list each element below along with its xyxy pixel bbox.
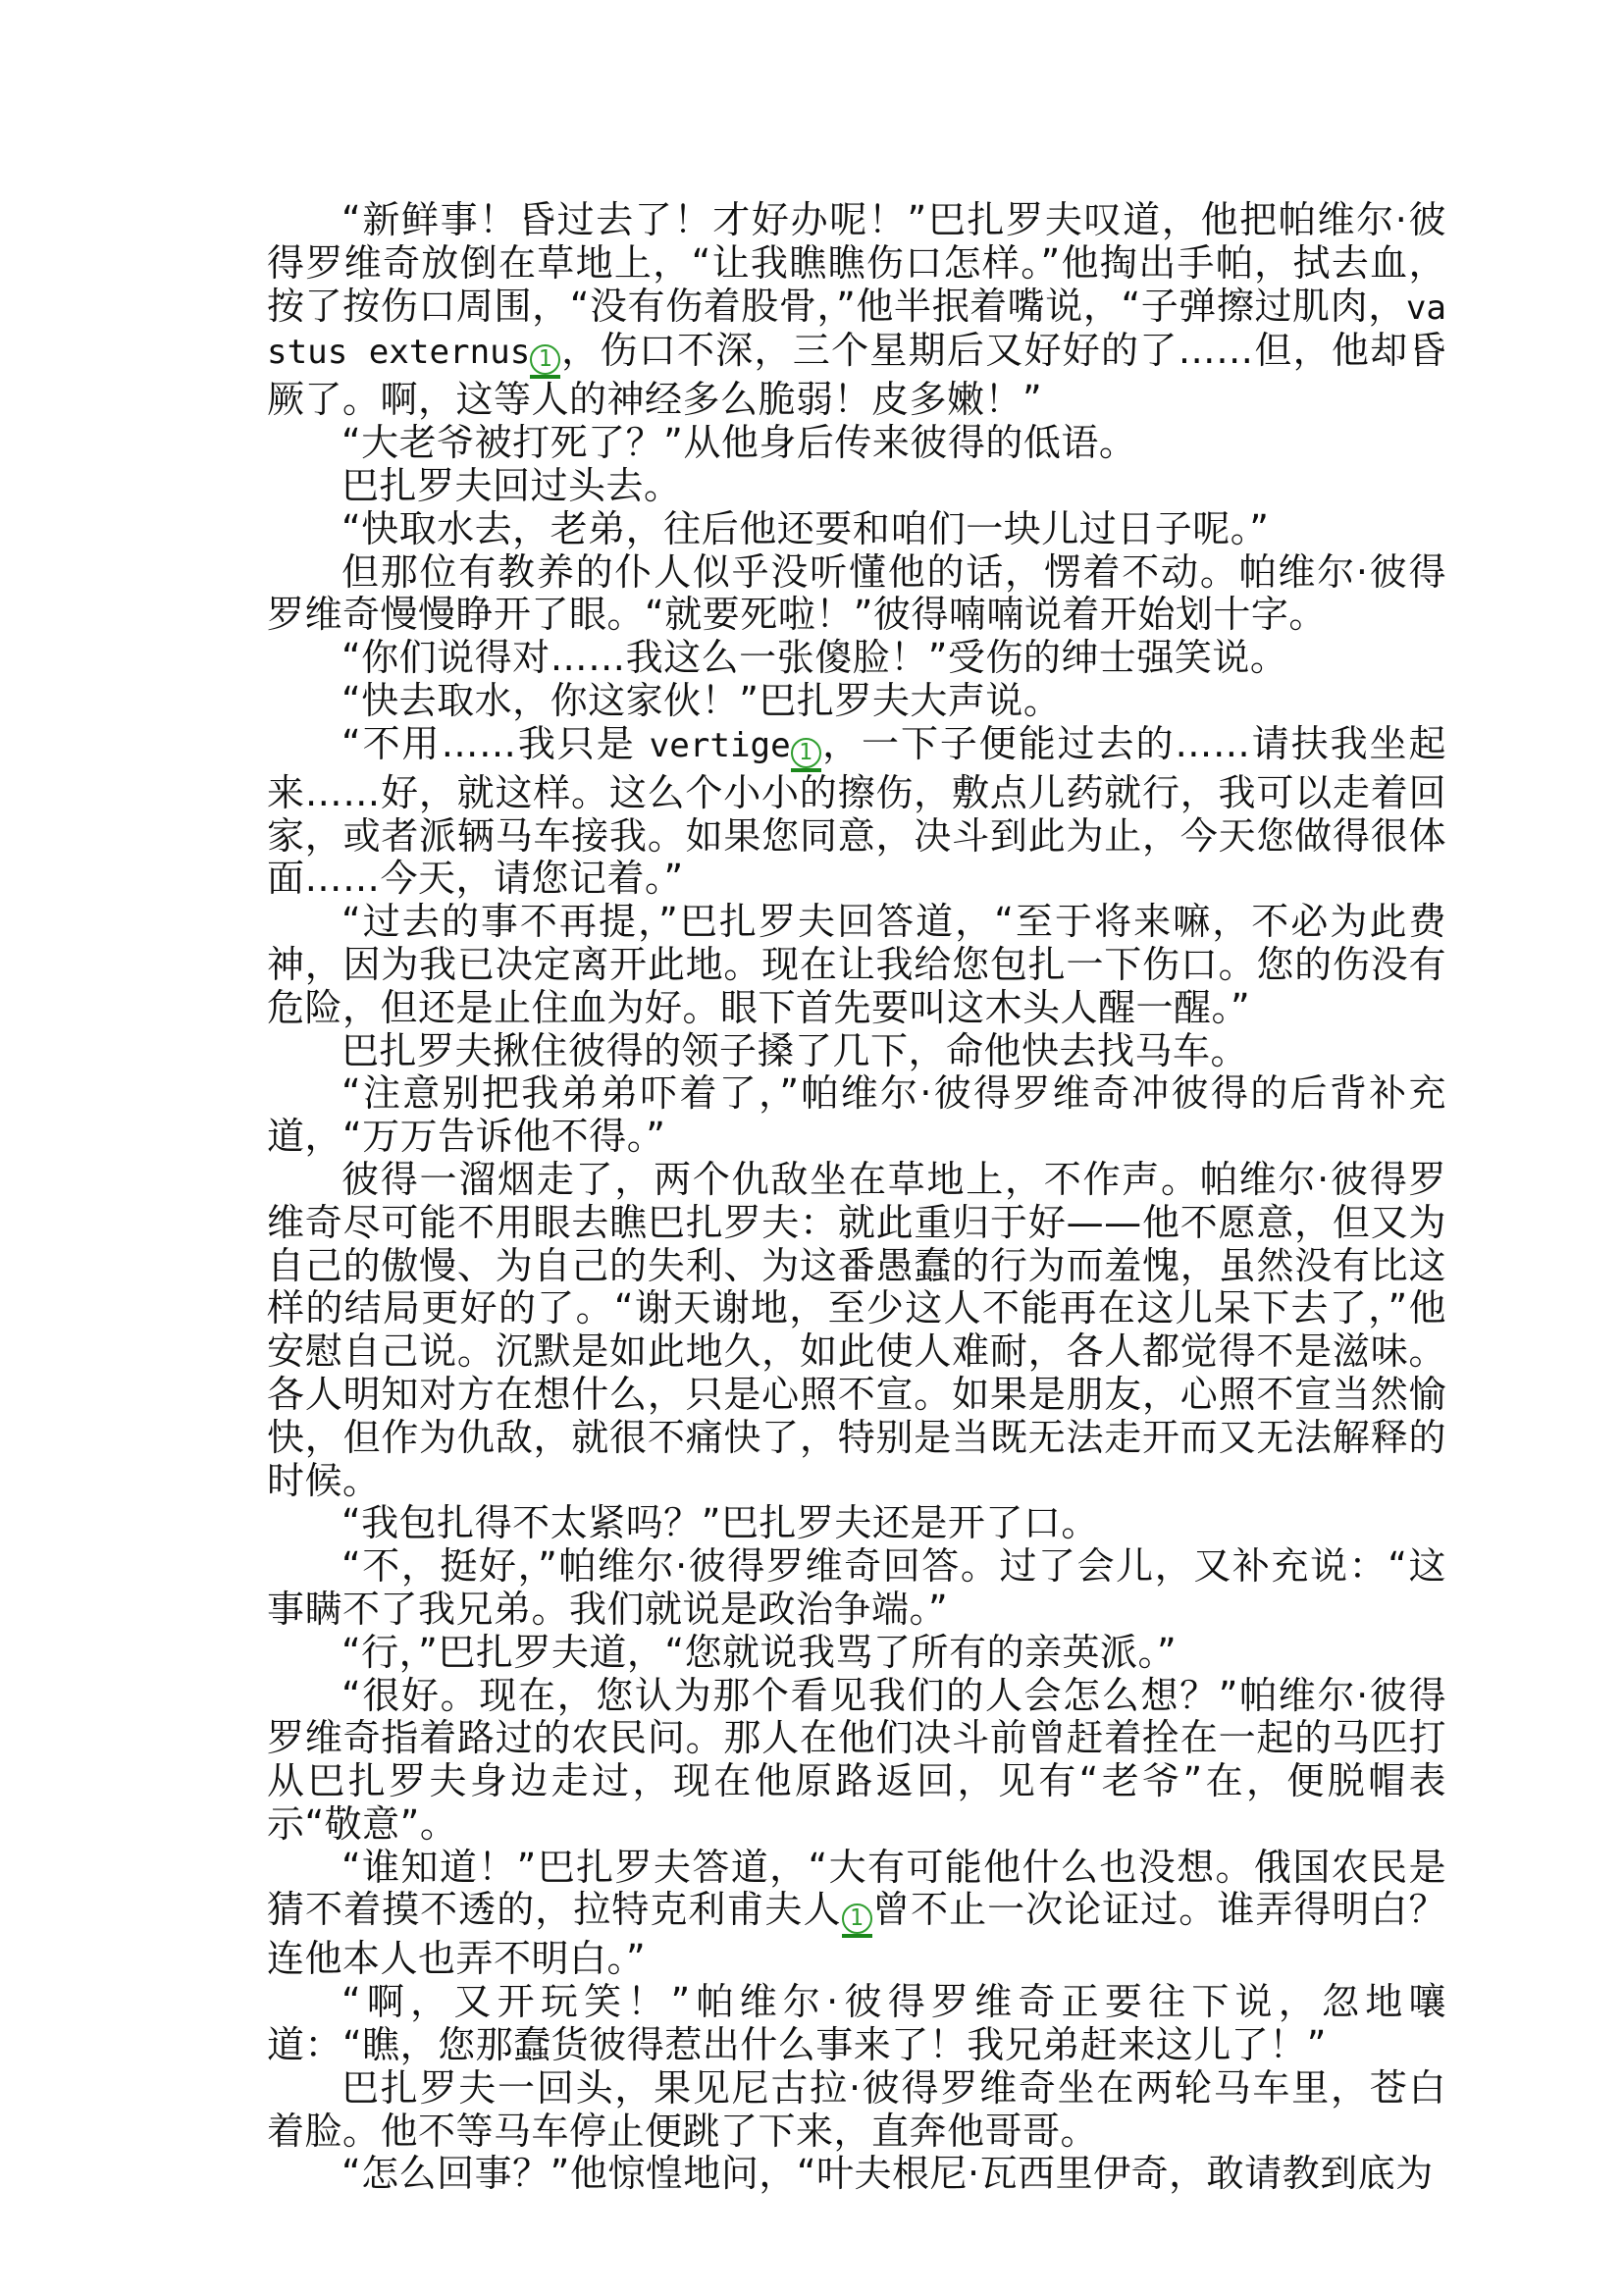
footnote-marker[interactable] [842, 1903, 872, 1938]
body-text: ，一下子便能过去的……请扶我坐起来……好，就这样。这么个小小的擦伤，敷点儿药就行，我可以走着回家，或者派辆马车接我。如果您同意，决斗到此为止，今天您做得很体面……今天，请您记着。” [267, 721, 1446, 901]
footnote-circled-digit: 1 [791, 738, 821, 768]
paragraph [267, 422, 1446, 465]
body-text: 曾不止一次论证过。谁弄得明白？连他本人也弄不明白。” [267, 1888, 1446, 1981]
body-text: 但那位有教养的仆人似乎没听懂他的话，愣着不动。帕维尔·彼得罗维奇慢慢睁开了眼。“就要死啦！”彼得喃喃说着开始划十字。 [267, 549, 1446, 637]
paragraph [267, 680, 1446, 723]
paragraph [267, 1675, 1446, 1847]
paragraph [267, 1030, 1446, 1073]
text-block [267, 199, 1446, 2196]
paragraph [267, 1632, 1446, 1675]
body-text: “你们说得对……我这么一张傻脸！”受伤的绅士强笑说。 [341, 636, 1288, 680]
body-text: “谁知道！”巴扎罗夫答道，“大有可能他什么也没想。俄国农民是猜不着摸不透的，拉特克利甫夫人 [267, 1845, 1446, 1932]
body-text: “注意别把我弟弟吓着了，”帕维尔·彼得罗维奇冲彼得的后背补充道，“万万告诉他不得。” [267, 1071, 1446, 1159]
latin-term: vertige [649, 725, 791, 765]
paragraph [267, 551, 1446, 638]
body-text: “过去的事不再提，”巴扎罗夫回答道，“至于将来嘛，不必为此费神，因为我已决定离开此地。现在让我给您包扎一下伤口。您的伤没有危险，但还是止住血为好。眼下首先要叫这木头人醒一醒。” [267, 900, 1446, 1029]
body-text: “啊，又开玩笑！”帕维尔·彼得罗维奇正要往下说，忽地嚷道：“瞧，您那蠢货彼得惹出什么事来了！我兄弟赶来这儿了！” [267, 1980, 1446, 2067]
paragraph [267, 2067, 1446, 2154]
paragraph [267, 1545, 1446, 1632]
body-text: “大老爷被打死了？”从他身后传来彼得的低语。 [341, 421, 1137, 465]
footnote-circled-digit: 1 [842, 1903, 872, 1934]
body-text: “快取水去，老弟，往后他还要和咱们一块儿过日子呢。” [341, 506, 1270, 550]
paragraph [267, 1502, 1446, 1545]
body-text: “怎么回事？”他惊惶地问，“叶夫根尼·瓦西里伊奇，敢请教到底为 [341, 2152, 1434, 2196]
paragraph [267, 2153, 1446, 2196]
latin-term: vastus externus [267, 287, 1446, 373]
body-text: “我包扎得不太紧吗？”巴扎罗夫还是开了口。 [341, 1501, 1099, 1545]
body-text: “快去取水，你这家伙！”巴扎罗夫大声说。 [341, 678, 1062, 722]
body-text: “很好。现在，您认为那个看见我们的人会怎么想？”帕维尔·彼得罗维奇指着路过的农民问。那人在他们决斗前曾赶着拴在一起的马匹打从巴扎罗夫身边走过，现在他原路返回，见有“老爷”在，便脱帽表示“敬意”。 [267, 1673, 1446, 1846]
body-text: “不用……我只是 [341, 721, 650, 765]
paragraph [267, 1981, 1446, 2067]
body-text: 彼得一溜烟走了，两个仇敌坐在草地上，不作声。帕维尔·彼得罗维奇尽可能不用眼去瞧巴扎罗夫：就此重归于好——他不愿意，但又为自己的傲慢、为自己的失利、为这番愚蠢的行为而羞愧，虽然没有比这样的结局更好的了。“谢天谢地，至少这人不能再在这儿呆下去了，”他安慰自己说。沉默是如此地久，如此使人难耐，各人都觉得不是滋味。各人明知对方在想什么，只是心照不宣。如果是朋友，心照不宣当然愉快，但作为仇敌，就很不痛快了，特别是当既无法走开而又无法解释的时候。 [267, 1157, 1446, 1502]
paragraph [267, 508, 1446, 551]
paragraph [267, 1847, 1446, 1982]
body-text: “行，”巴扎罗夫道，“您就说我骂了所有的亲英派。” [341, 1630, 1178, 1674]
paragraph [267, 199, 1446, 422]
paragraph [267, 1159, 1446, 1502]
body-text: “不，挺好，”帕维尔·彼得罗维奇回答。过了会儿，又补充说：“这事瞒不了我兄弟。我们就说是政治争端。” [267, 1544, 1446, 1631]
footnote-marker[interactable] [791, 738, 821, 772]
body-text: 巴扎罗夫回过头去。 [341, 463, 682, 507]
paragraph [267, 1072, 1446, 1159]
body-text: ，伤口不深，三个星期后又好好的了……但，他却昏厥了。啊，这等人的神经多么脆弱！皮多嫩！” [267, 329, 1446, 422]
footnote-circled-digit: 1 [530, 344, 560, 375]
paragraph [267, 465, 1446, 508]
footnote-marker[interactable] [530, 344, 560, 379]
paragraph [267, 723, 1446, 901]
body-text: 巴扎罗夫揪住彼得的领子搡了几下，命他快去找马车。 [341, 1028, 1249, 1072]
body-text: 巴扎罗夫一回头，果见尼古拉·彼得罗维奇坐在两轮马车里，苍白着脸。他不等马车停止便跳了下来，直奔他哥哥。 [267, 2065, 1446, 2153]
paragraph [267, 901, 1446, 1029]
paragraph [267, 637, 1446, 680]
body-text: “新鲜事！昏过去了！才好办呢！”巴扎罗夫叹道，他把帕维尔·彼得罗维奇放倒在草地上，“让我瞧瞧伤口怎样。”他掏出手帕，拭去血，按了按伤口周围，“没有伤着股骨，”他半抿着嘴说，“子弹擦过肌肉， [267, 198, 1446, 328]
